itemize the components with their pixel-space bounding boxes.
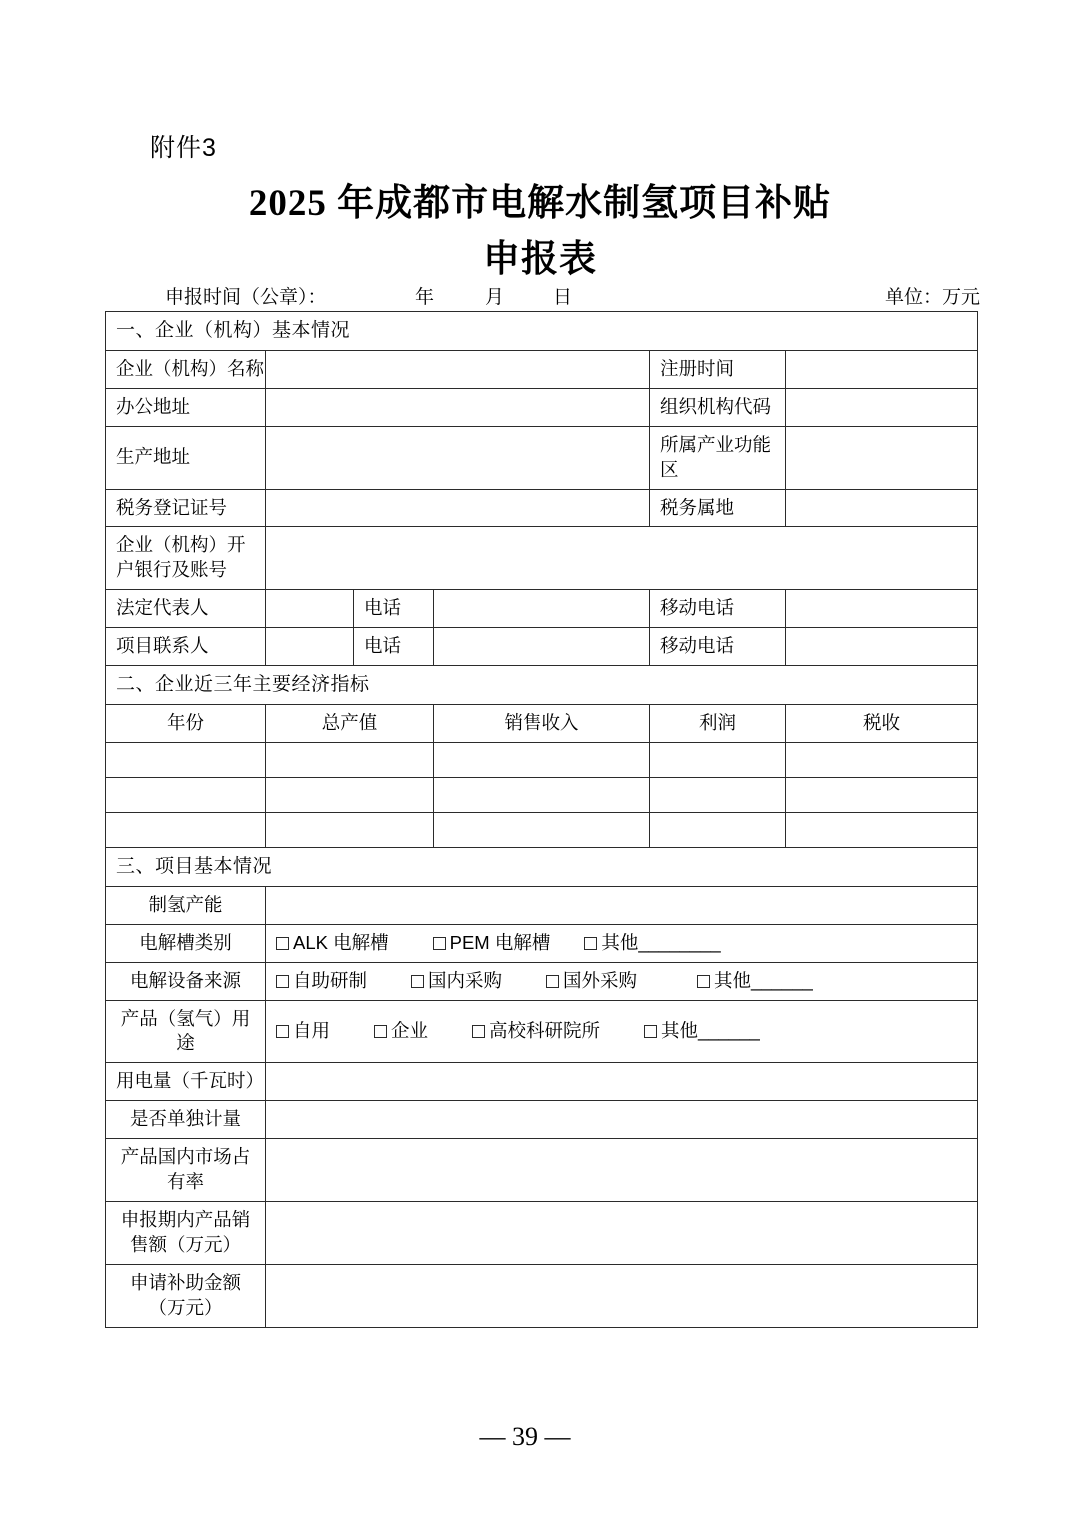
- col-header-profit: 利润: [650, 705, 786, 743]
- option-research-institute-label: 高校科研院所: [489, 1020, 601, 1041]
- page-number: — 39 —: [479, 1422, 571, 1451]
- output-cell[interactable]: [266, 812, 434, 847]
- output-cell[interactable]: [266, 742, 434, 777]
- col-header-year: 年份: [106, 705, 266, 743]
- checkbox-icon[interactable]: [644, 1025, 657, 1038]
- output-cell[interactable]: [266, 777, 434, 812]
- checkbox-icon[interactable]: [584, 937, 597, 950]
- table-row: [106, 962, 978, 1000]
- power-consumption-label: 用电量（千瓦时）: [106, 1063, 266, 1101]
- section2-heading: 二、企业近三年主要经济指标: [106, 666, 978, 705]
- legal-mobile-field[interactable]: [786, 590, 978, 628]
- sales-cell[interactable]: [434, 777, 650, 812]
- checkbox-icon[interactable]: [276, 975, 289, 988]
- checkbox-icon[interactable]: [411, 975, 424, 988]
- tax-cell[interactable]: [786, 812, 978, 847]
- option-other-label: 其他______: [661, 1020, 760, 1041]
- org-code-label: 组织机构代码: [650, 388, 786, 426]
- company-name-label: 企业（机构）名称: [106, 350, 266, 388]
- subsidy-amount-field[interactable]: [266, 1265, 978, 1328]
- legal-mobile-label: 移动电话: [650, 590, 786, 628]
- attachment-label: 附件3: [150, 134, 217, 162]
- profit-cell[interactable]: [650, 742, 786, 777]
- table-row: [106, 1202, 978, 1265]
- functional-zone-field[interactable]: [786, 426, 978, 489]
- col-header-output: 总产值: [266, 705, 434, 743]
- contact-label: 项目联系人: [106, 628, 266, 666]
- bank-account-field[interactable]: [266, 527, 978, 590]
- legal-rep-field[interactable]: [266, 590, 354, 628]
- table-row: [106, 1101, 978, 1139]
- legal-rep-label: 法定代表人: [106, 590, 266, 628]
- sales-amount-label: 申报期内产品销售额（万元）: [106, 1202, 266, 1265]
- table-row: [106, 388, 978, 426]
- legal-phone-label: 电话: [354, 590, 434, 628]
- col-header-tax: 税收: [786, 705, 978, 743]
- option-overseas-purchase[interactable]: [546, 969, 637, 994]
- option-alk[interactable]: [276, 931, 389, 956]
- tax-registration-label: 税务登记证号: [106, 489, 266, 527]
- checkbox-icon[interactable]: [276, 1025, 289, 1038]
- option-self-use-label: 自用: [293, 1020, 331, 1041]
- option-pem-label: PEM 电解槽: [449, 931, 551, 953]
- hydrogen-capacity-label: 制氢产能: [106, 886, 266, 924]
- year-cell[interactable]: [106, 742, 266, 777]
- sales-cell[interactable]: [434, 812, 650, 847]
- table-row: [106, 705, 978, 743]
- table-row: [106, 742, 978, 777]
- table-row: [106, 1063, 978, 1101]
- table-row: [106, 1139, 978, 1202]
- power-consumption-field[interactable]: [266, 1063, 978, 1101]
- checkbox-icon[interactable]: [472, 1025, 485, 1038]
- title-line-1: 2025 年成都市电解水制氢项目补贴: [248, 183, 832, 224]
- option-other[interactable]: [584, 931, 720, 956]
- equipment-source-options[interactable]: [266, 962, 978, 1000]
- table-row: [106, 847, 978, 886]
- col-header-sales: 销售收入: [434, 705, 650, 743]
- electrolyzer-type-options[interactable]: [266, 924, 978, 962]
- page-title: [105, 176, 975, 288]
- tax-location-field[interactable]: [786, 489, 978, 527]
- checkbox-icon[interactable]: [276, 937, 289, 950]
- month-label: 月: [485, 287, 505, 308]
- option-pem[interactable]: [433, 931, 551, 956]
- market-share-field[interactable]: [266, 1139, 978, 1202]
- checkbox-icon[interactable]: [433, 937, 446, 950]
- option-other[interactable]: [697, 969, 813, 994]
- separate-metering-field[interactable]: [266, 1101, 978, 1139]
- product-use-options[interactable]: [266, 1000, 978, 1063]
- separate-metering-label: 是否单独计量: [106, 1101, 266, 1139]
- option-research-institute[interactable]: [472, 1019, 600, 1044]
- option-self-developed-label: 自助研制: [293, 969, 368, 991]
- production-address-field[interactable]: [266, 426, 650, 489]
- tax-location-label: 税务属地: [650, 489, 786, 527]
- table-row: [106, 1265, 978, 1328]
- table-row: [106, 666, 978, 705]
- option-enterprise[interactable]: [374, 1019, 428, 1044]
- legal-phone-field[interactable]: [434, 590, 650, 628]
- unit-label: 单位：万元: [884, 287, 980, 308]
- office-address-label: 办公地址: [106, 388, 266, 426]
- subsidy-amount-label: 申请补助金额（万元）: [106, 1265, 266, 1328]
- year-cell[interactable]: [106, 812, 266, 847]
- table-row: [106, 527, 978, 590]
- contact-phone-label: 电话: [354, 628, 434, 666]
- day-label: 日: [553, 287, 573, 308]
- table-row: [106, 350, 978, 388]
- office-address-field[interactable]: [266, 388, 650, 426]
- tax-registration-field[interactable]: [266, 489, 650, 527]
- option-domestic-purchase-label: 国内采购: [428, 969, 503, 991]
- market-share-label: 产品国内市场占有率: [106, 1139, 266, 1202]
- equipment-source-label: 电解设备来源: [106, 962, 266, 1000]
- table-row: [106, 777, 978, 812]
- company-name-field[interactable]: [266, 350, 650, 388]
- table-row: [106, 628, 978, 666]
- table-row: [106, 489, 978, 527]
- sales-cell[interactable]: [434, 742, 650, 777]
- option-overseas-purchase-label: 国外采购: [563, 969, 638, 991]
- table-row: [106, 886, 978, 924]
- option-other-label: 其他______: [714, 969, 813, 991]
- checkbox-icon[interactable]: [697, 975, 710, 988]
- table-row: [106, 812, 978, 847]
- electrolyzer-type-label: 电解槽类别: [106, 924, 266, 962]
- register-time-field[interactable]: [786, 350, 978, 388]
- checkbox-icon[interactable]: [546, 975, 559, 988]
- section3-heading: 三、项目基本情况: [106, 847, 978, 886]
- checkbox-icon[interactable]: [374, 1025, 387, 1038]
- register-time-label: 注册时间: [650, 350, 786, 388]
- option-self-developed[interactable]: [276, 969, 367, 994]
- contact-field[interactable]: [266, 628, 354, 666]
- bank-account-label: 企业（机构）开户银行及账号: [106, 527, 266, 590]
- tax-cell[interactable]: [786, 777, 978, 812]
- production-address-label: 生产地址: [106, 426, 266, 489]
- option-domestic-purchase[interactable]: [411, 969, 502, 994]
- year-cell[interactable]: [106, 777, 266, 812]
- table-row: [106, 924, 978, 962]
- option-other[interactable]: [644, 1019, 760, 1044]
- contact-phone-field[interactable]: [434, 628, 650, 666]
- table-row: [106, 590, 978, 628]
- functional-zone-label: 所属产业功能区: [650, 426, 786, 489]
- hydrogen-capacity-field[interactable]: [266, 886, 978, 924]
- option-enterprise-label: 企业: [391, 1020, 429, 1041]
- contact-mobile-label: 移动电话: [650, 628, 786, 666]
- year-label: 年: [415, 287, 435, 308]
- title-line-2: 申报表: [483, 239, 597, 280]
- tax-cell[interactable]: [786, 742, 978, 777]
- profit-cell[interactable]: [650, 812, 786, 847]
- application-form-table: [105, 311, 978, 1328]
- product-use-label: 产品（氢气）用途: [106, 1000, 266, 1063]
- option-alk-label: ALK 电解槽: [293, 931, 389, 953]
- submit-time-label: 申报时间（公章）：: [165, 287, 327, 308]
- profit-cell[interactable]: [650, 777, 786, 812]
- contact-mobile-field[interactable]: [786, 628, 978, 666]
- sales-amount-field[interactable]: [266, 1202, 978, 1265]
- option-self-use[interactable]: [276, 1019, 330, 1044]
- table-row: [106, 426, 978, 489]
- table-row: [106, 312, 978, 351]
- section1-heading: 一、企业（机构）基本情况: [106, 312, 978, 351]
- org-code-field[interactable]: [786, 388, 978, 426]
- option-other-label: 其他________: [601, 931, 721, 953]
- table-row: [106, 1000, 978, 1063]
